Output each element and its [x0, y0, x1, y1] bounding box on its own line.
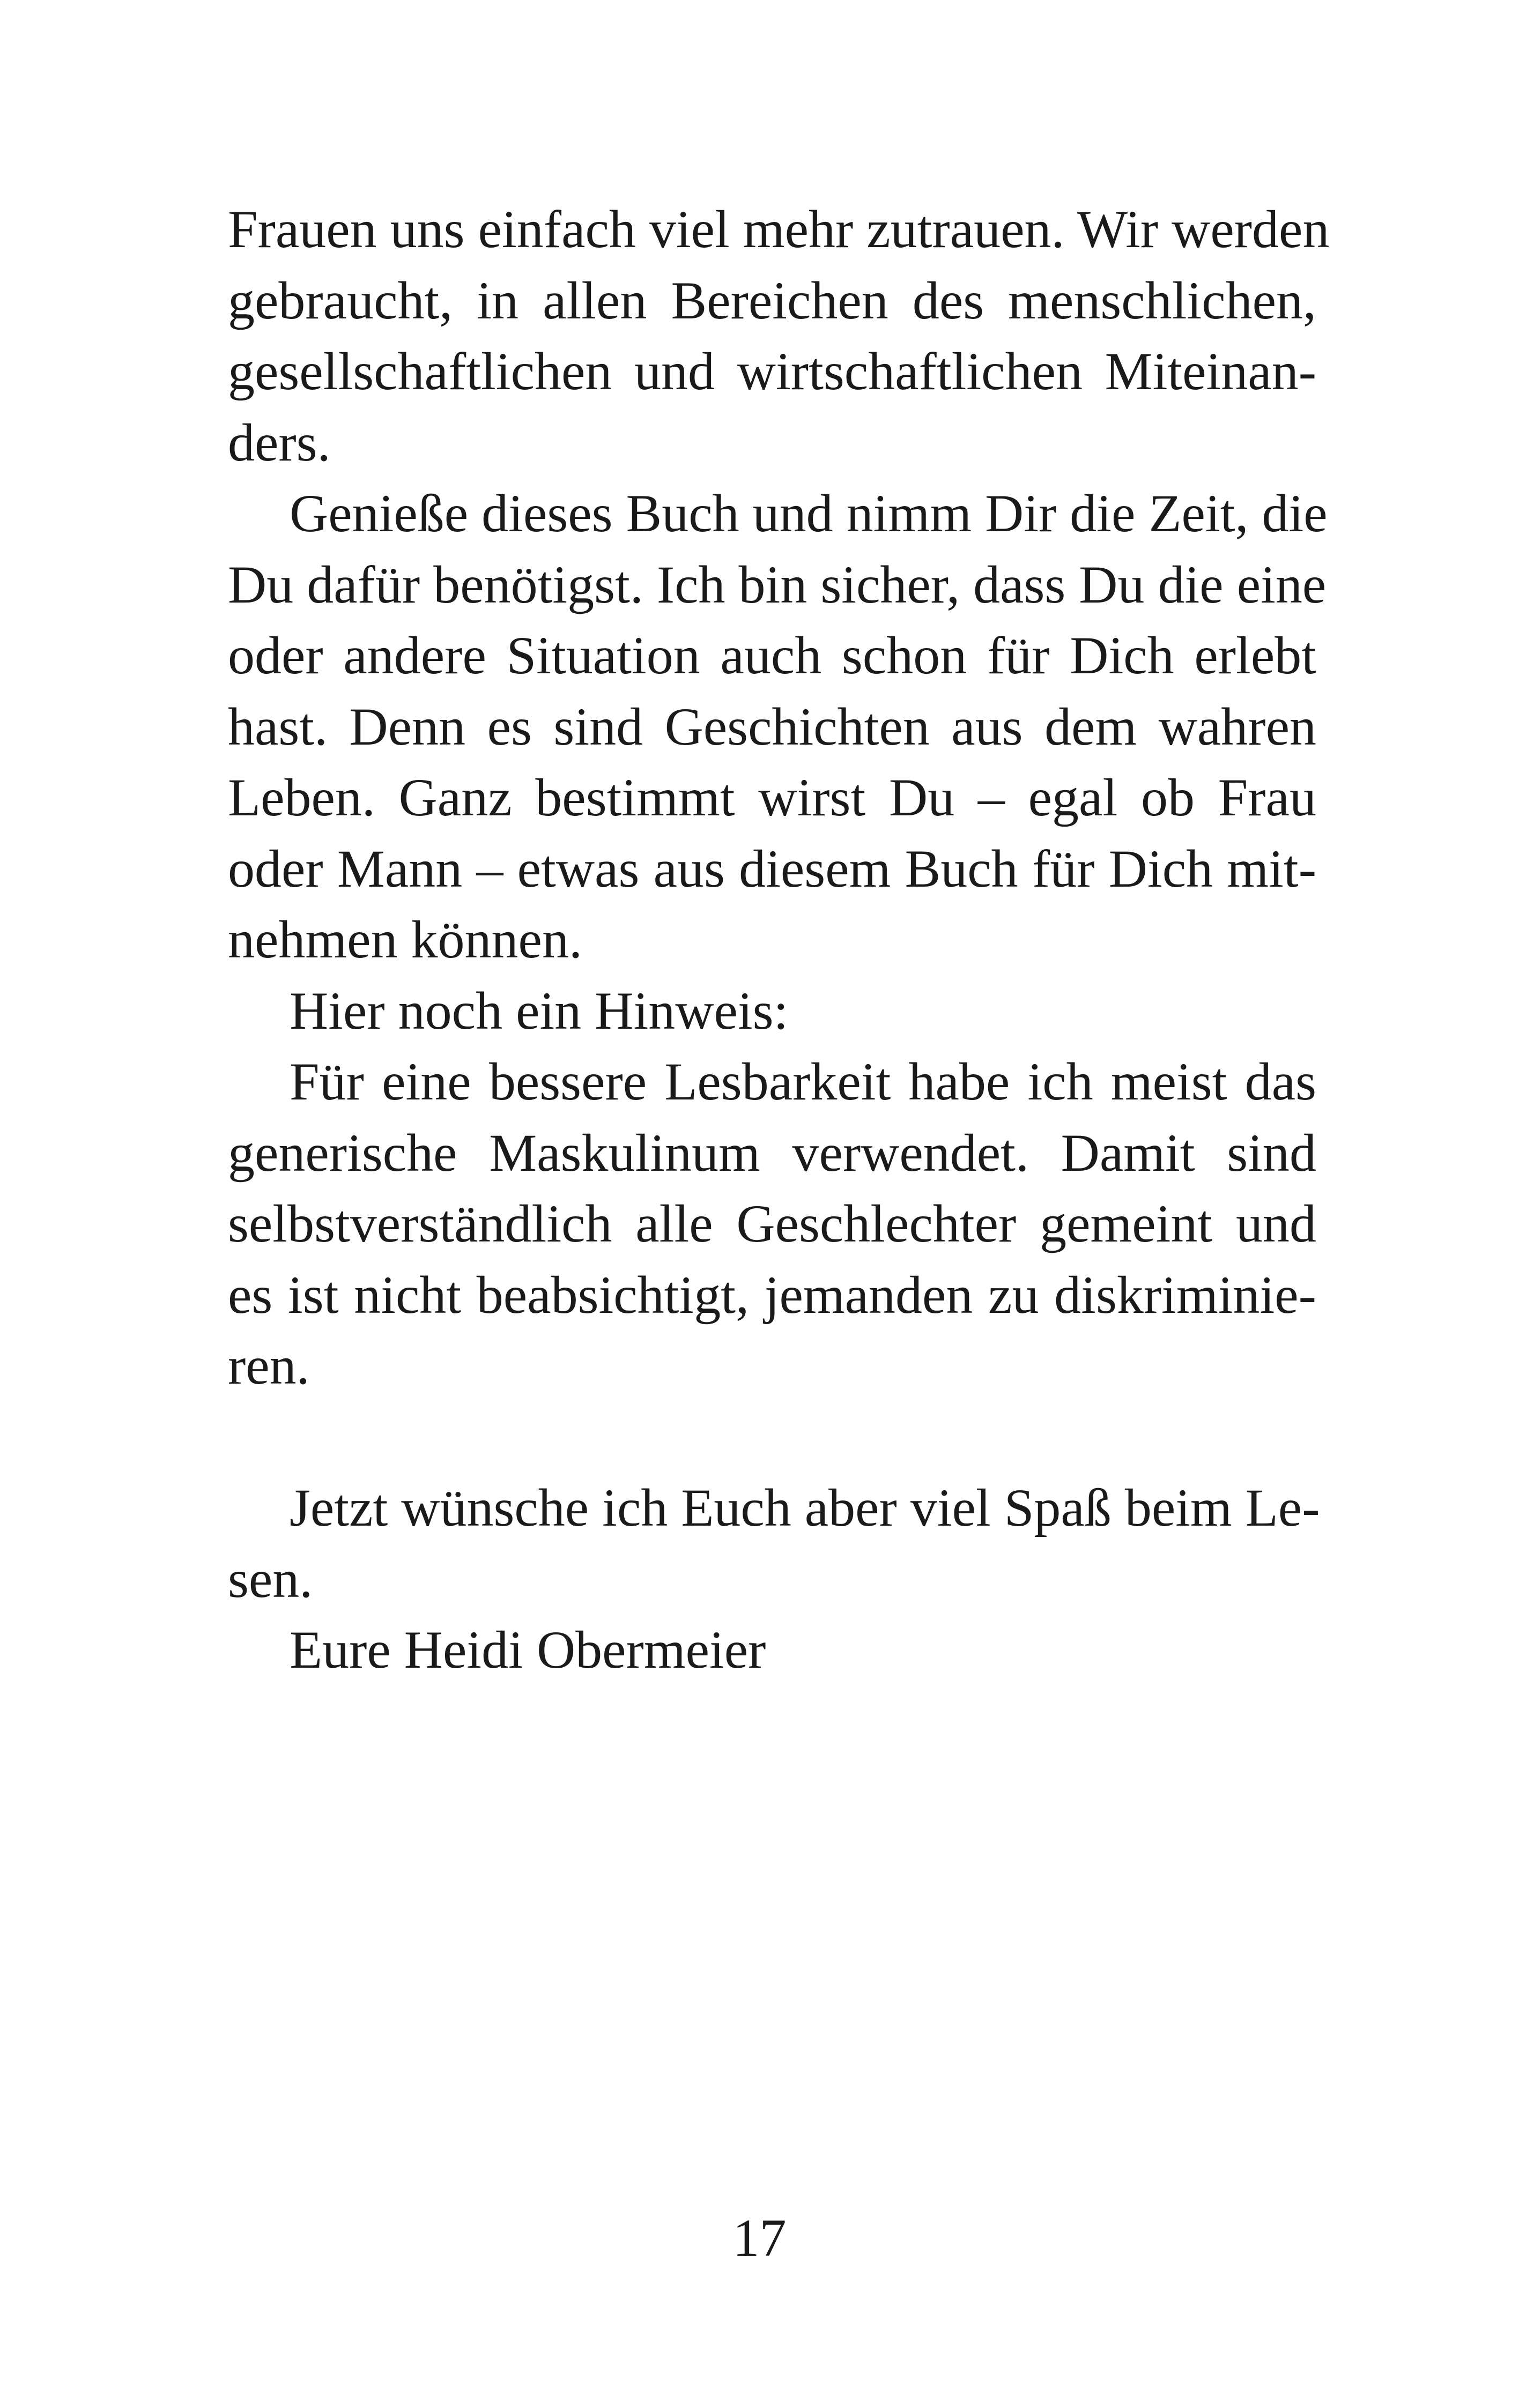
text-line: gesellschaftlichen und wirtschaftlichen Miteinan- [228, 341, 1316, 401]
text-line: nehmen können. [228, 910, 582, 969]
text-line: Frauen uns einfach viel mehr zutrauen. Wir werden [228, 199, 1330, 259]
signature-line: Eure Heidi Obermeier [290, 1620, 766, 1679]
text-line: Für eine bessere Lesbarkeit habe ich meist das [290, 1052, 1316, 1111]
text-line: hast. Denn es sind Geschichten aus dem wahren [228, 696, 1316, 756]
body-text [228, 194, 1330, 1686]
text-line: generische Maskulinum verwendet. Damit sind [228, 1123, 1316, 1183]
paragraph-gap [228, 1402, 1316, 1473]
text-line: oder Mann – etwas aus diesem Buch für Dich mit- [228, 838, 1316, 898]
text-line: sen. [228, 1549, 313, 1609]
text-line: oder andere Situation auch schon für Dich erlebt [228, 626, 1316, 685]
text-line: Du dafür benötigst. Ich bin sicher, dass Du die eine [228, 554, 1327, 614]
text-line: es ist nicht beabsichtigt, jemanden zu diskriminie- [228, 1265, 1316, 1325]
text-line: Hier noch ein Hinweis: [290, 980, 789, 1041]
text-line: Genieße dieses Buch und nimm Dir die Zeit, die [290, 484, 1328, 543]
text-line: ders. [228, 412, 331, 472]
text-line: ren. [228, 1336, 310, 1395]
text-line: Leben. Ganz bestimmt wirst Du – egal ob Frau [228, 768, 1316, 827]
text-line: Jetzt wünsche ich Euch aber viel Spaß beim Le- [290, 1478, 1320, 1537]
text-line: gebraucht, in allen Bereichen des menschlichen, [228, 270, 1316, 330]
page-number: 17 [732, 2208, 787, 2268]
text-line: selbstverständlich alle Geschlechter gemeint und [228, 1194, 1316, 1253]
